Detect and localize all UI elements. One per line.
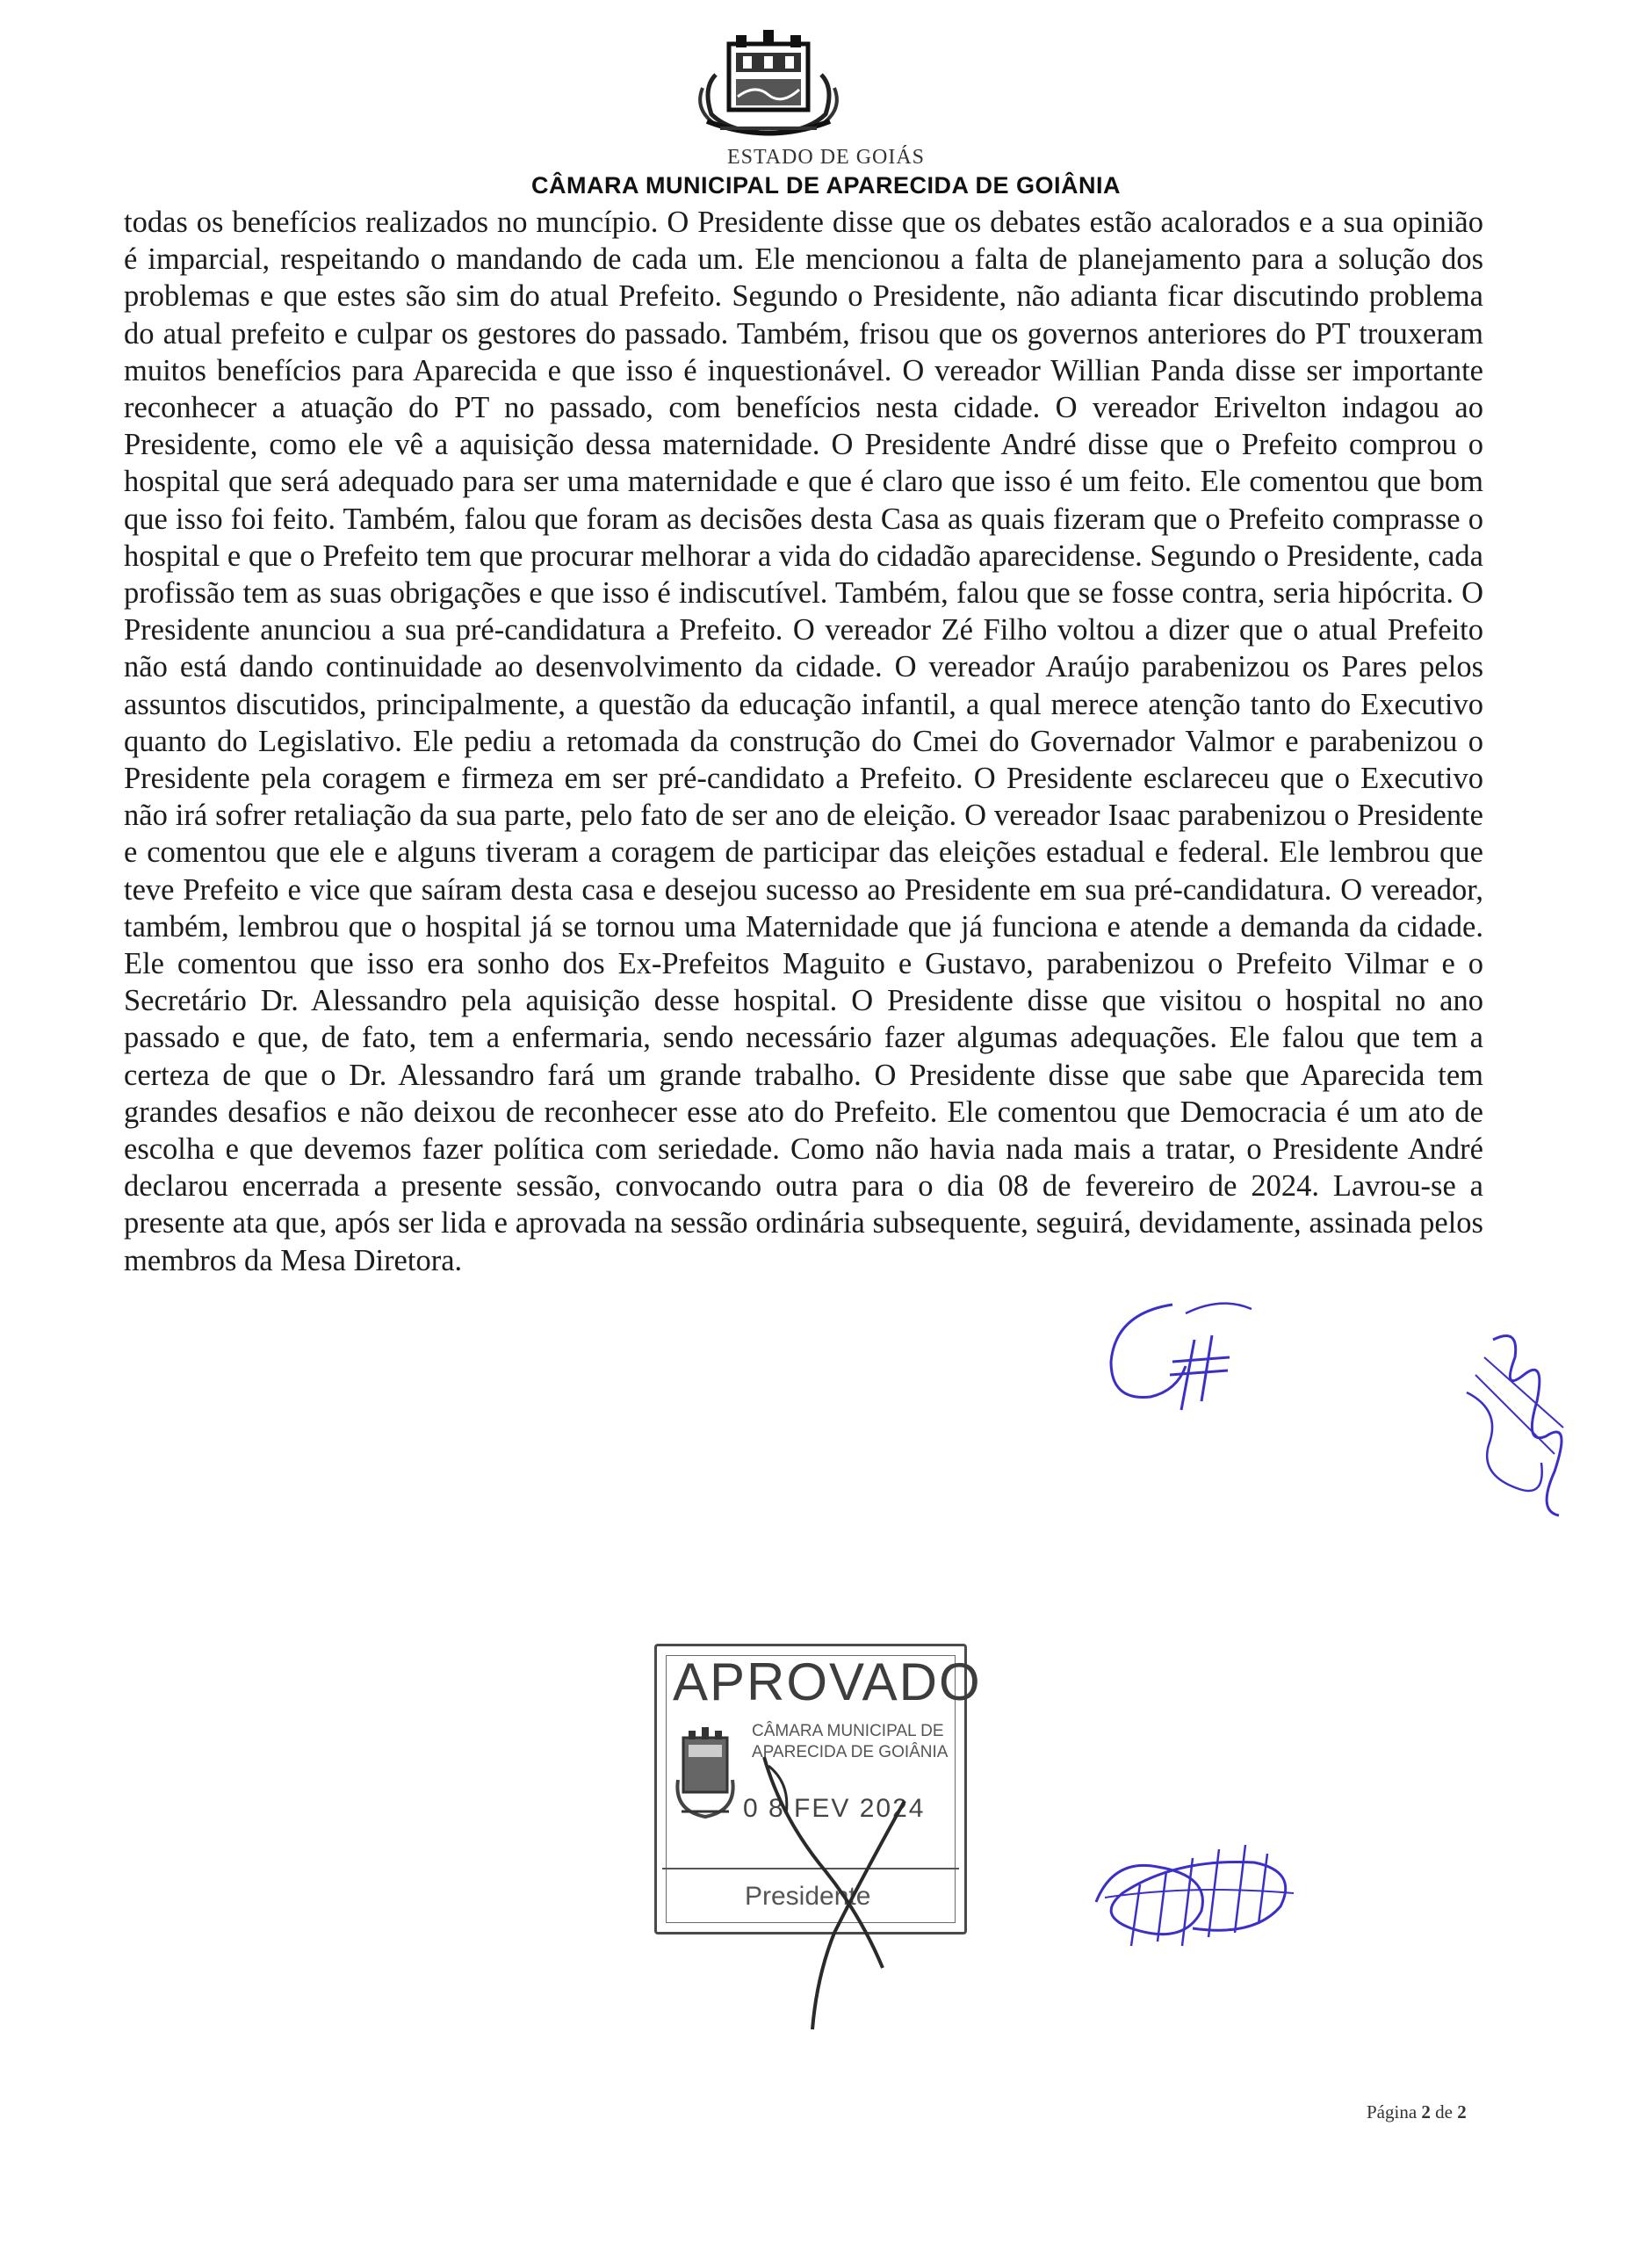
signature-secretary-2-icon [1440, 1322, 1581, 1524]
page-current: 2 [1421, 2101, 1431, 2122]
stamp-date: 0 8 FEV 2024 [743, 1794, 926, 1823]
signature-secretary-1-icon [1089, 1287, 1273, 1419]
page-number [1367, 2101, 1467, 2123]
page-total: 2 [1457, 2101, 1467, 2122]
signature-treasurer-icon [1078, 1823, 1307, 1959]
stamp-title: APROVADO [673, 1652, 982, 1711]
page-of: de [1435, 2101, 1453, 2122]
stamp-line-2: APARECIDA DE GOIÂNIA [752, 1743, 949, 1761]
minutes-body-text: todas os benefícios realizados no muncípio. O Presidente disse que os debates estão acalorados e a sua opinião é imparcial, respeitando o mandando de cada um. Ele mencionou a falta de planejamento para a solução dos problemas e que estes são sim do atual Prefeito. Segundo o Presidente, não adianta ficar discutindo problema do atual prefeito e culpar os gestores do passado. Também, frisou que os governos anteriores do PT trouxeram muitos benefícios para Aparecida e que isso é inquestionável. O vereador Willian Panda disse ser importante reconhecer a atuação do PT no passado, com benefícios nesta cidade. O vereador Erivelton indagou ao Presidente, como ele vê a aquisição dessa maternidade. O Presidente André disse que o Prefeito comprou o hospital que será adequado para ser uma maternidade e que é claro que isso é um feito. Ele comentou que bom que isso foi feito. Também, falou que foram as decisões desta Casa as quais fizeram que o Prefeito comprasse o hospital e que o Prefeito tem que procurar melhorar a vida do cidadão aparecidense. Segundo o Presidente, cada profissão tem as suas obrigações e que isso é indiscutível. Também, falou que se fosse contra, seria hipócrita. O Presidente anunciou a sua pré-candidatura a Prefeito. O vereador Zé Filho voltou a dizer que o atual Prefeito não está dando continuidade ao desenvolvimento da cidade. O vereador Araújo parabenizou os Pares pelos assuntos discutidos, principalmente, a questão da educação infantil, a qual merece atenção tanto do Executivo quanto do Legislativo. Ele pediu a retomada da construção do Cmei do Governador Valmor e parabenizou o Presidente pela coragem e firmeza em ser pré-candidato a Prefeito. O Presidente esclareceu que o Executivo não irá sofrer retaliação da sua parte, pelo fato de ser ano de eleição. O vereador Isaac parabenizou o Presidente e comentou que ele e alguns tiveram a coragem de participar das eleições estadual e federal. Ele lembrou que teve Prefeito e vice que saíram desta casa e desejou sucesso ao Presidente em sua pré-candidatura. O vereador, também, lembrou que o hospital já se tornou uma Maternidade que já funciona e atende a demanda da cidade. Ele comentou que isso era sonho dos Ex-Prefeitos Maguito e Gustavo, parabenizou o Prefeito Vilmar e o Secretário Dr. Alessandro pela aquisição desse hospital. O Presidente disse que visitou o hospital no ano passado e que, de fato, tem a enfermaria, sendo necessário fazer algumas adequações. Ele falou que tem a certeza de que o Dr. Alessandro fará um grande trabalho. O Presidente disse que sabe que Aparecida tem grandes desafios e não deixou de reconhecer esse ato do Prefeito. Ele comentou que Democracia é um ato de escolha e que devemos fazer política com seriedade. Como não havia nada mais a tratar, o Presidente André declarou encerrada a presente sessão, convocando outra para o dia 08 de fevereiro de 2024. Lavrou-se a presente ata que, após ser lida e aprovada na sessão ordinária subsequente, seguirá, devidamente, assinada pelos membros da Mesa Diretora. [124, 206, 1483, 1277]
municipal-crest-icon [685, 26, 852, 141]
chamber-heading: CÂMARA MUNICIPAL DE APARECIDA DE GOIÂNIA [530, 172, 1121, 199]
stamp-role: Presidente [745, 1882, 871, 1911]
stamp-line-1: CÂMARA MUNICIPAL DE [752, 1722, 944, 1740]
page-prefix: Página [1367, 2101, 1418, 2122]
signature-president-icon [729, 1748, 931, 2038]
state-heading: ESTADO DE GOIÁS [726, 146, 926, 169]
